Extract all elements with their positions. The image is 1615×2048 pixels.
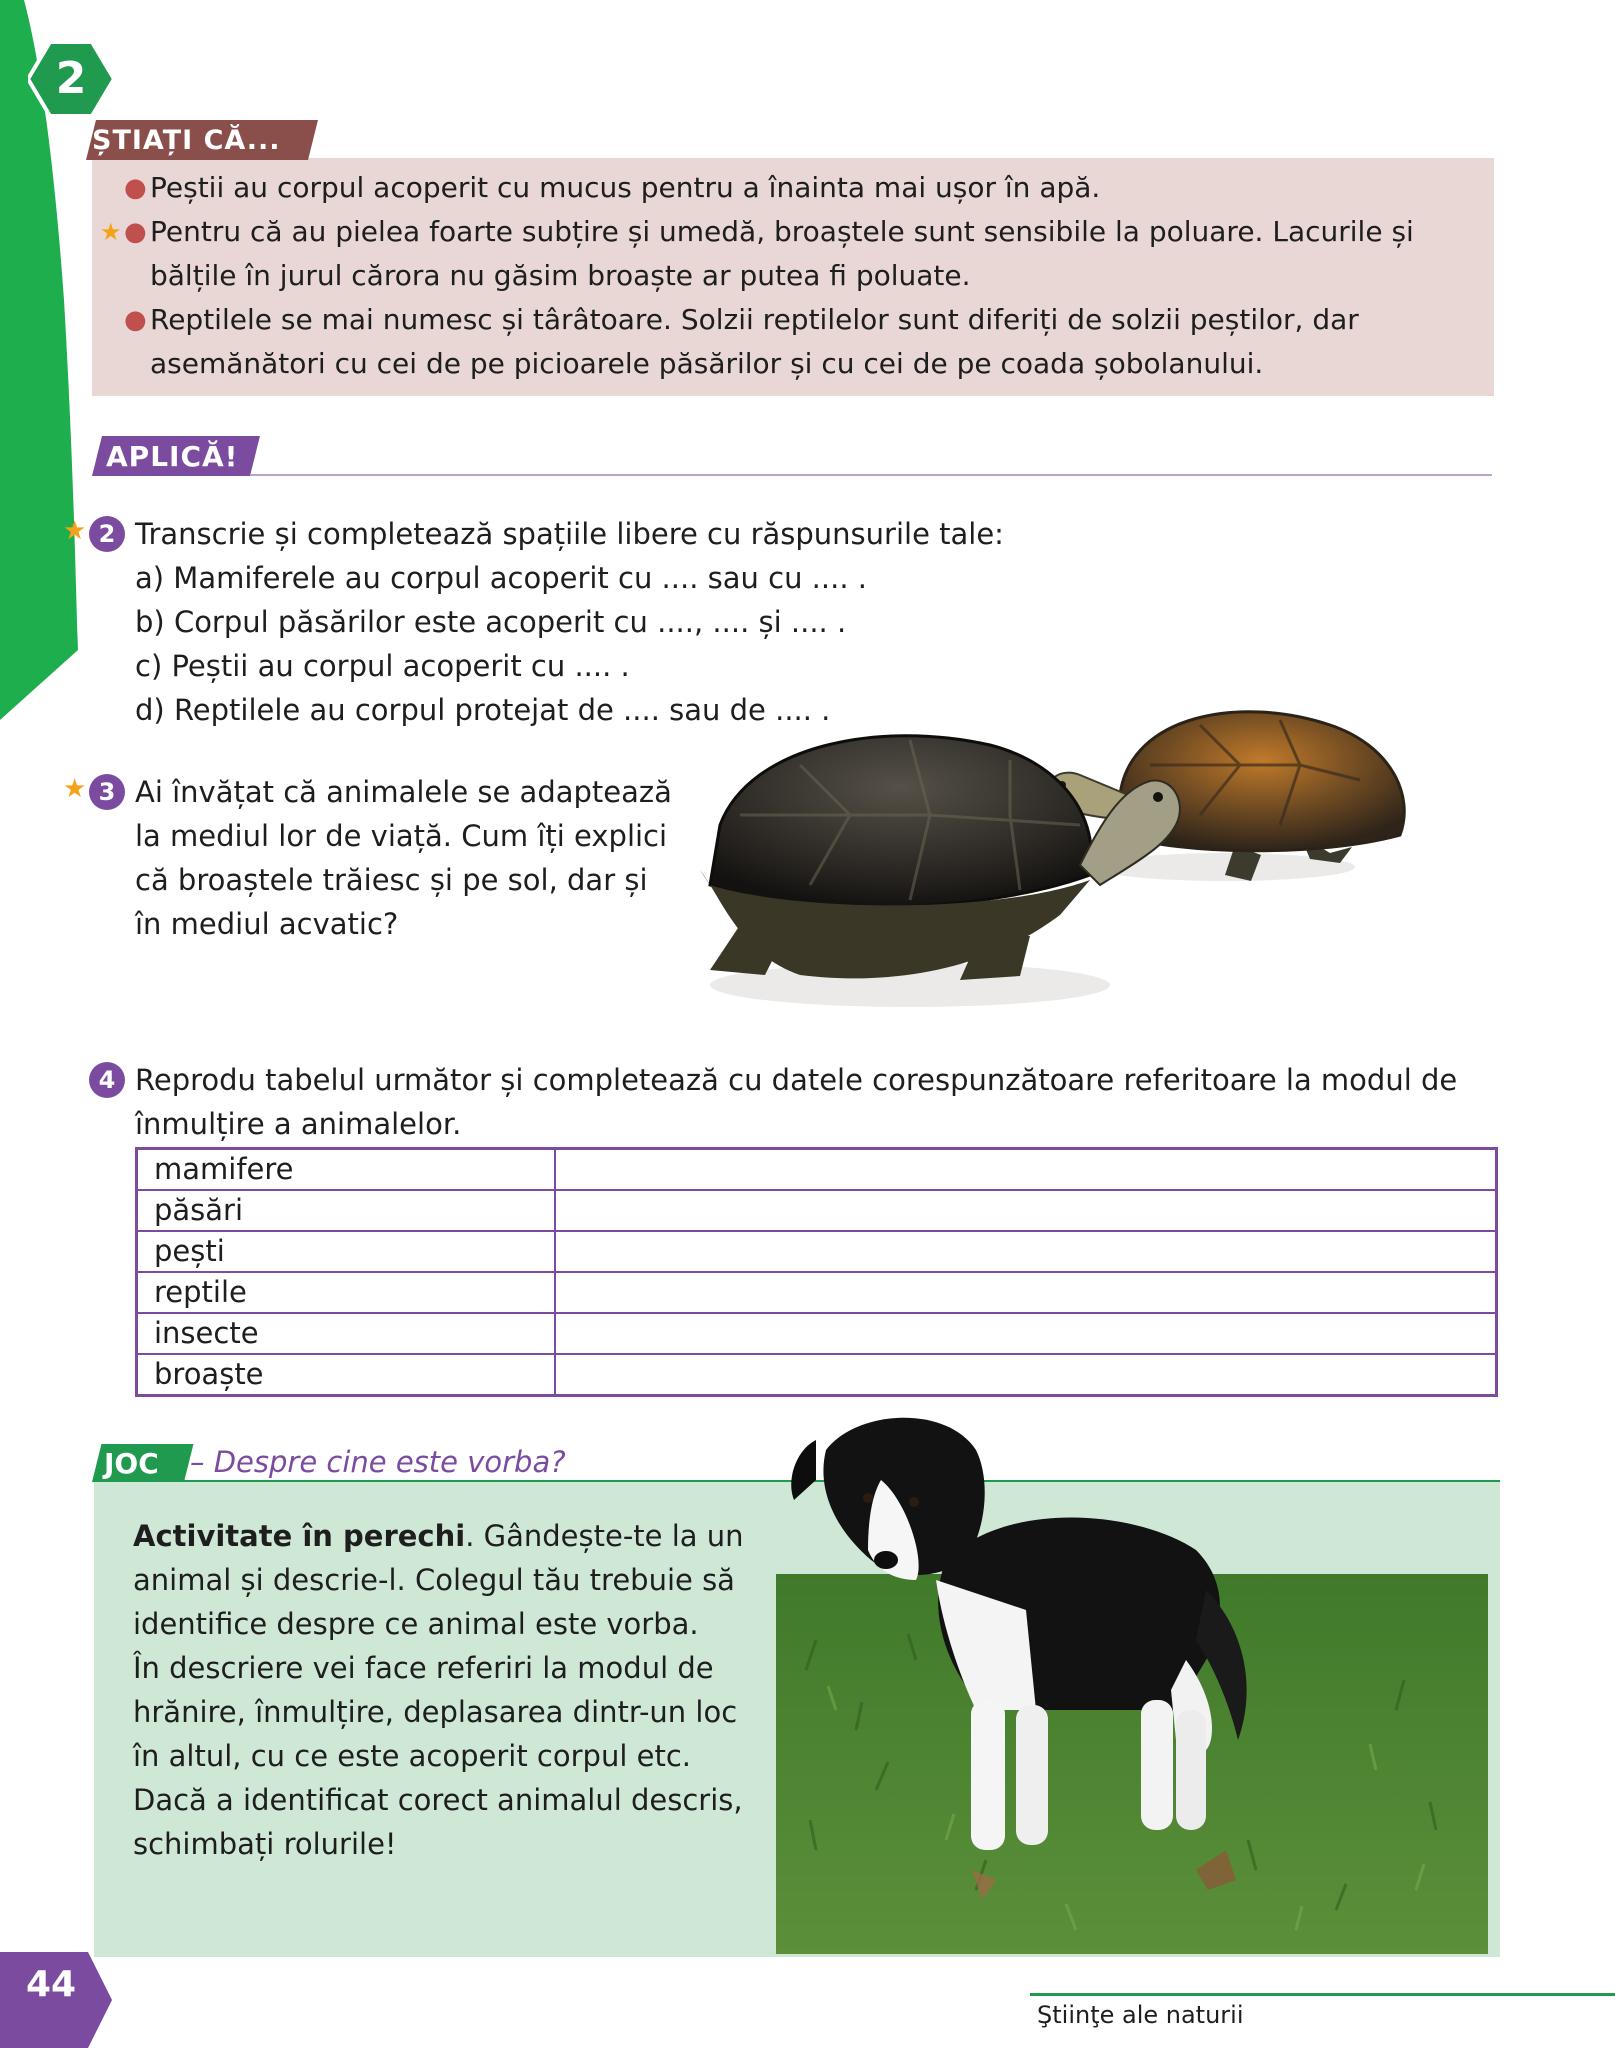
table-cell-empty	[555, 1149, 1497, 1191]
fact-1	[124, 166, 1480, 210]
unit-number: 2	[55, 53, 87, 104]
question-4-number: 4	[89, 1062, 125, 1098]
table-row	[137, 1354, 1497, 1396]
apply-divider	[250, 474, 1492, 476]
game-bold-lead: Activitate în perechi	[133, 1519, 466, 1553]
table-cell-label: broaște	[137, 1354, 556, 1396]
bullet-dot-icon: ●	[124, 217, 147, 247]
table-cell-empty	[555, 1231, 1497, 1272]
question-2-text: Transcrie și completează spațiile libere cu răspunsurile tale:	[135, 517, 1004, 551]
table-cell-label: insecte	[137, 1313, 556, 1354]
game-line-8: schimbați rolurile!	[133, 1827, 397, 1861]
game-line-3: identifice despre ce animal este vorba.	[133, 1607, 699, 1641]
game-line-4: În descriere vei face referiri la modul de	[133, 1651, 714, 1685]
puppy-image	[776, 1410, 1488, 1954]
bullet-dot-icon: ●	[124, 305, 147, 335]
game-line-7: Dacă a identificat corect animalul descris,	[133, 1783, 743, 1817]
question-2-item-b: b) Corpul păsărilor este acoperit cu ...., .... și .... .	[135, 605, 847, 639]
question-4-line-1: Reprodu tabelul următor și completează cu datele corespunzătoare referitoare la modul de	[135, 1063, 1458, 1097]
did-you-know-title: ȘTIAȚI CĂ...	[92, 125, 281, 156]
table-row	[137, 1231, 1497, 1272]
table-row	[137, 1313, 1497, 1354]
star-icon: ★	[63, 774, 87, 804]
table-cell-empty	[555, 1313, 1497, 1354]
page-number: 44	[26, 1964, 77, 2005]
table-row	[137, 1149, 1497, 1191]
game-line-2: animal și descrie-l. Colegul tău trebuie să	[133, 1563, 735, 1597]
table-cell-empty	[555, 1190, 1497, 1231]
turtles-image	[680, 685, 1488, 1025]
table-cell-label: reptile	[137, 1272, 556, 1313]
table-cell-empty	[555, 1272, 1497, 1313]
question-2-item-d: d) Reptilele au corpul protejat de .... sau de .... .	[135, 693, 831, 727]
question-3-line-4: în mediul acvatic?	[135, 907, 399, 941]
game-tag-text: JOC	[104, 1447, 159, 1480]
fact-2-continued: bălțile în jurul cărora nu găsim broaște ar putea fi poluate.	[150, 259, 971, 292]
reproduction-table	[135, 1147, 1498, 1397]
footer-subject: Ştiinţe ale naturii	[1037, 2001, 1244, 2029]
bullet-dot-icon: ●	[124, 173, 147, 203]
question-3-number: 3	[89, 774, 125, 810]
footer-line	[1030, 1993, 1615, 1996]
game-instructions	[133, 1514, 763, 1866]
table-cell-empty	[555, 1354, 1497, 1396]
question-2-number: 2	[89, 516, 125, 552]
game-line-5: hrănire, înmulțire, deplasarea dintr-un loc	[133, 1695, 738, 1729]
question-3-line-2: la mediul lor de viață. Cum îți explici	[135, 819, 668, 853]
game-subtitle: – Despre cine este vorba?	[190, 1445, 566, 1479]
game-line-6: în altul, cu ce este acoperit corpul etc.	[133, 1739, 691, 1773]
apply-title: APLICĂ!	[106, 440, 239, 473]
table-cell-label: pești	[137, 1231, 556, 1272]
fact-3-continued: asemănători cu cei de pe picioarele păsărilor și cu cei de pe coada șobolanului.	[150, 347, 1264, 380]
star-icon: ★	[100, 218, 122, 246]
fact-2	[100, 210, 1480, 254]
fact-3	[124, 298, 1480, 342]
question-2-item-c: c) Peștii au corpul acoperit cu .... .	[135, 649, 630, 683]
table-cell-label: păsări	[137, 1190, 556, 1231]
question-2-item-a: a) Mamiferele au corpul acoperit cu .... sau cu .... .	[135, 561, 867, 595]
star-icon: ★	[63, 516, 87, 546]
table-row	[137, 1190, 1497, 1231]
question-3-line-1: Ai învățat că animalele se adaptează	[135, 775, 672, 809]
table-row	[137, 1272, 1497, 1313]
table-cell-label: mamifere	[137, 1149, 556, 1191]
question-3-line-3: că broaștele trăiesc și pe sol, dar și	[135, 863, 648, 897]
fact-2-text: Pentru că au pielea foarte subțire și umedă, broaștele sunt sensibile la poluare. Lacurile și	[150, 215, 1414, 248]
question-4-line-2: înmulțire a animalelor.	[135, 1107, 462, 1141]
fact-1-text: Peștii au corpul acoperit cu mucus pentru a înainta mai ușor în apă.	[150, 171, 1101, 204]
game-line-1: . Gândește-te la un	[465, 1519, 744, 1553]
fact-3-text: Reptilele se mai numesc și târâtoare. Solzii reptilelor sunt diferiți de solzii peștilor, dar	[150, 303, 1359, 336]
